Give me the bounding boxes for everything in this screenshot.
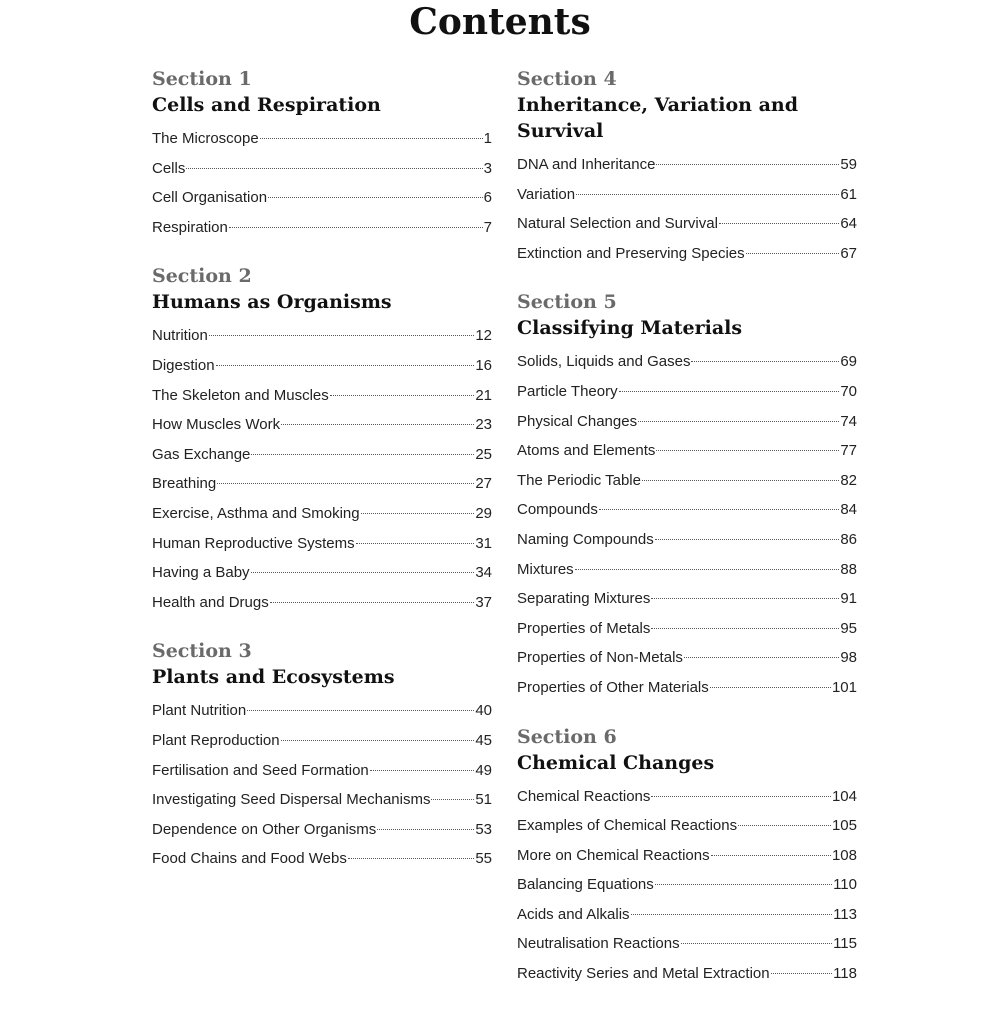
contents-section (152, 263, 492, 617)
contents-entry (152, 696, 492, 726)
dot-leader (576, 194, 839, 195)
dot-leader (710, 687, 831, 688)
entry-title: Respiration (152, 218, 228, 236)
dot-leader (216, 365, 475, 366)
entry-page-number: 104 (831, 787, 857, 805)
contents-entry (517, 407, 857, 437)
entry-title: Natural Selection and Survival (517, 215, 718, 233)
contents-entry (517, 525, 857, 555)
dot-leader (681, 943, 832, 944)
contents-entry (517, 614, 857, 644)
dot-leader (209, 335, 474, 336)
contents-column-left (152, 66, 492, 895)
contents-entry (517, 673, 857, 703)
contents-entry (517, 555, 857, 585)
entry-page-number: 27 (475, 475, 492, 493)
contents-section (517, 66, 857, 268)
entry-page-number: 74 (840, 412, 857, 430)
entry-title: How Muscles Work (152, 416, 281, 434)
dot-leader (719, 223, 839, 224)
entry-page-number: 59 (840, 156, 857, 173)
section-title: Chemical Changes (517, 751, 715, 774)
entry-list (152, 124, 492, 242)
section-title: Plants and Ecosystems (152, 666, 395, 689)
entry-title: Neutralisation Reactions (517, 935, 680, 953)
dot-leader (599, 509, 839, 510)
contents-entry (152, 154, 492, 184)
dot-leader (684, 657, 839, 658)
entry-page-number: 118 (833, 965, 857, 983)
contents-section (517, 724, 857, 989)
contents-entry (517, 239, 857, 269)
entry-title: Health and Drugs (152, 593, 269, 611)
entry-page-number: 105 (831, 817, 857, 835)
entry-title: The Skeleton and Muscles (152, 386, 329, 404)
entry-title: Nutrition (152, 327, 208, 345)
entry-page-number: 70 (840, 382, 857, 400)
entry-page-number: 67 (840, 244, 857, 262)
dot-leader (656, 164, 839, 165)
entry-page-number: 7 (483, 218, 492, 236)
entry-page-number: 40 (475, 702, 492, 720)
entry-title: The Periodic Table (517, 471, 641, 489)
entry-page-number: 25 (475, 445, 492, 463)
page-title: Contents (409, 1, 591, 43)
dot-leader (651, 628, 839, 629)
entry-title: Acids and Alkalis (517, 905, 630, 923)
contents-entry (517, 929, 857, 959)
entry-title: Food Chains and Food Webs (152, 850, 347, 868)
entry-list (517, 782, 857, 989)
entry-page-number: 69 (840, 353, 857, 371)
contents-entry (152, 410, 492, 440)
entry-title: Breathing (152, 475, 217, 493)
entry-list (517, 347, 857, 702)
dot-leader (356, 543, 475, 544)
dot-leader (656, 450, 839, 451)
dot-leader (270, 602, 475, 603)
entry-title: Properties of Metals (517, 619, 651, 637)
entry-page-number: 12 (475, 327, 492, 345)
entry-title: Human Reproductive Systems (152, 534, 355, 552)
dot-leader (771, 973, 832, 974)
contents-entry (517, 643, 857, 673)
dot-leader (377, 829, 474, 830)
entry-page-number: 16 (475, 356, 492, 374)
contents-entry (152, 183, 492, 213)
entry-title: Variation (517, 185, 576, 203)
dot-leader (711, 855, 831, 856)
section-number: Section 1 (152, 68, 252, 90)
contents-entry (152, 756, 492, 786)
contents-entry (517, 466, 857, 496)
dot-leader (186, 168, 482, 169)
entry-page-number: 86 (840, 530, 857, 548)
section-number: Section 5 (517, 291, 617, 314)
contents-section (152, 638, 492, 874)
dot-leader (631, 914, 833, 915)
contents-entry (517, 811, 857, 841)
dot-leader (651, 796, 831, 797)
entry-title: Gas Exchange (152, 445, 251, 463)
dot-leader (251, 454, 474, 455)
section-title: Humans as Organisms (152, 291, 392, 314)
entry-page-number: 51 (475, 791, 492, 809)
entry-title: Extinction and Preserving Species (517, 244, 745, 262)
contents-entry (152, 213, 492, 243)
dot-leader (251, 572, 475, 573)
entry-page-number: 88 (840, 560, 857, 578)
dot-leader (217, 483, 474, 484)
entry-title: Separating Mixtures (517, 590, 651, 608)
entry-page-number: 45 (475, 731, 492, 749)
entry-page-number: 108 (831, 846, 857, 864)
contents-entry (152, 588, 492, 618)
entry-title: Having a Baby (152, 564, 250, 582)
entry-page-number: 98 (840, 649, 857, 667)
dot-leader (370, 770, 475, 771)
entry-page-number: 61 (840, 185, 857, 203)
entry-page-number: 115 (833, 935, 857, 953)
contents-entry (517, 584, 857, 614)
entry-title: Cell Organisation (152, 189, 268, 207)
entry-page-number: 34 (475, 564, 492, 582)
dot-leader (746, 253, 840, 254)
entry-title: The Microscope (152, 130, 259, 147)
entry-page-number: 31 (475, 534, 492, 552)
contents-entry (152, 321, 492, 351)
entry-page-number: 49 (475, 761, 492, 779)
entry-page-number: 110 (833, 876, 857, 894)
dot-leader (330, 395, 475, 396)
entry-title: Reactivity Series and Metal Extraction (517, 965, 770, 983)
contents-entry (152, 726, 492, 756)
entry-page-number: 1 (483, 130, 492, 147)
contents-entry (517, 870, 857, 900)
entry-title: Examples of Chemical Reactions (517, 817, 738, 835)
entry-page-number: 64 (840, 215, 857, 233)
dot-leader (348, 858, 474, 859)
contents-section (152, 66, 492, 242)
contents-section (517, 289, 857, 702)
section-title: Inheritance, Variation and Survival (517, 94, 798, 142)
entry-list (152, 321, 492, 617)
entry-page-number: 113 (833, 905, 857, 923)
section-title: Cells and Respiration (152, 94, 381, 116)
entry-title: Plant Nutrition (152, 702, 247, 720)
contents-entry (152, 381, 492, 411)
dot-leader (691, 361, 839, 362)
entry-page-number: 29 (475, 504, 492, 522)
entry-list (517, 150, 857, 268)
contents-entry (517, 841, 857, 871)
entry-title: Fertilisation and Seed Formation (152, 761, 369, 779)
contents-column-right (517, 66, 857, 1010)
entry-title: More on Chemical Reactions (517, 846, 710, 864)
entry-page-number: 101 (831, 678, 857, 696)
entry-title: Properties of Non-Metals (517, 649, 683, 667)
contents-entry (517, 959, 857, 989)
entry-title: Mixtures (517, 560, 574, 578)
contents-entry (152, 124, 492, 154)
section-number: Section 6 (517, 725, 617, 748)
contents-entry (152, 815, 492, 845)
contents-entry (517, 900, 857, 930)
entry-title: Properties of Other Materials (517, 678, 709, 696)
entry-list (152, 696, 492, 874)
contents-entry (517, 347, 857, 377)
dot-leader (431, 799, 474, 800)
contents-entry (152, 440, 492, 470)
contents-entry (517, 495, 857, 525)
contents-entry (152, 351, 492, 381)
dot-leader (575, 569, 840, 570)
entry-title: Particle Theory (517, 382, 618, 400)
contents-entry (152, 469, 492, 499)
entry-page-number: 77 (840, 442, 857, 460)
entry-title: Cells (152, 159, 186, 177)
dot-leader (247, 710, 474, 711)
dot-leader (229, 227, 483, 228)
contents-entry (517, 150, 857, 180)
section-number: Section 3 (152, 640, 252, 663)
dot-leader (260, 138, 483, 139)
dot-leader (738, 825, 831, 826)
section-number: Section 2 (152, 265, 252, 288)
entry-page-number: 82 (840, 471, 857, 489)
contents-entry (152, 844, 492, 874)
dot-leader (651, 598, 839, 599)
section-number: Section 4 (517, 68, 617, 90)
dot-leader (655, 884, 832, 885)
entry-page-number: 91 (840, 590, 857, 608)
dot-leader (642, 480, 839, 481)
contents-entry (517, 436, 857, 466)
entry-title: Exercise, Asthma and Smoking (152, 504, 360, 522)
contents-entry (517, 209, 857, 239)
contents-entry (517, 782, 857, 812)
entry-title: Atoms and Elements (517, 442, 656, 460)
section-title: Classifying Materials (517, 317, 743, 340)
dot-leader (361, 513, 475, 514)
entry-title: Compounds (517, 501, 598, 519)
contents-entry (152, 558, 492, 588)
contents-entry (152, 499, 492, 529)
entry-page-number: 84 (840, 501, 857, 519)
contents-entry (152, 529, 492, 559)
contents-entry (517, 377, 857, 407)
entry-title: DNA and Inheritance (517, 156, 656, 173)
contents-entry (152, 785, 492, 815)
entry-title: Balancing Equations (517, 876, 654, 894)
entry-title: Solids, Liquids and Gases (517, 353, 691, 371)
entry-title: Chemical Reactions (517, 787, 651, 805)
dot-leader (281, 740, 475, 741)
entry-page-number: 21 (475, 386, 492, 404)
dot-leader (268, 197, 483, 198)
entry-page-number: 53 (475, 820, 492, 838)
entry-title: Physical Changes (517, 412, 638, 430)
contents-entry (517, 180, 857, 210)
entry-title: Dependence on Other Organisms (152, 820, 377, 838)
entry-title: Investigating Seed Dispersal Mechanisms (152, 791, 431, 809)
dot-leader (281, 424, 474, 425)
entry-title: Digestion (152, 356, 215, 374)
dot-leader (655, 539, 840, 540)
entry-title: Naming Compounds (517, 530, 654, 548)
entry-page-number: 37 (475, 593, 492, 611)
entry-page-number: 23 (475, 416, 492, 434)
dot-leader (638, 421, 839, 422)
dot-leader (619, 391, 840, 392)
entry-page-number: 3 (483, 159, 492, 177)
entry-page-number: 55 (475, 850, 492, 868)
entry-page-number: 6 (483, 189, 492, 207)
entry-title: Plant Reproduction (152, 731, 280, 749)
entry-page-number: 95 (840, 619, 857, 637)
